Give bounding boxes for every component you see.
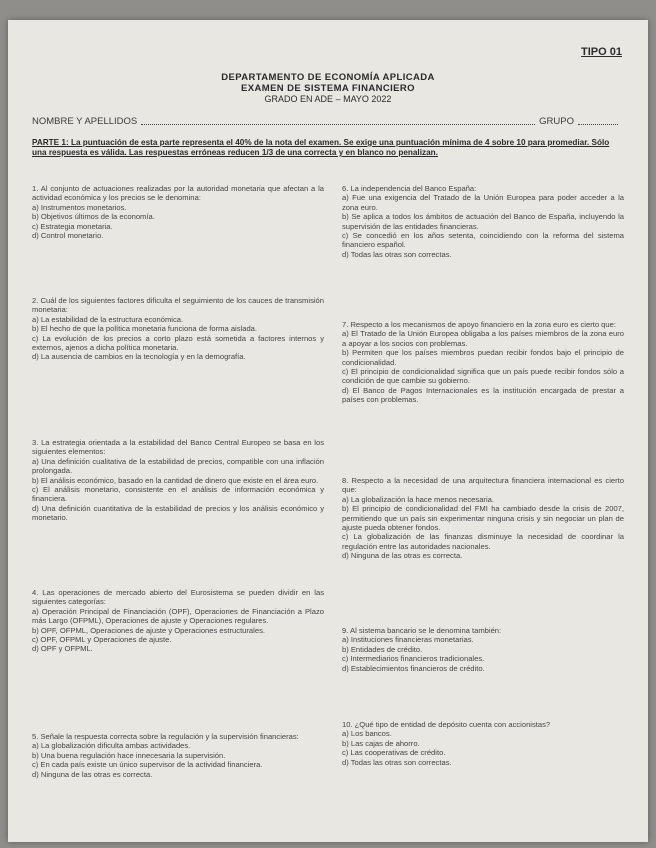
option-b: b) Permiten que los países miembros puedan recibir fondos bajo el principio de condicionalidad. — [342, 348, 624, 367]
group-field[interactable] — [578, 116, 618, 125]
option-c: c) OPF, OFPML y Operaciones de ajuste. — [32, 635, 172, 645]
option-b: b) El análisis económico, basado en la cantidad de dinero que existe en el área euro. — [32, 475, 319, 485]
question-10 — [342, 720, 624, 767]
option-b: b) El hecho de que la política monetaria funciona de forma aislada. — [32, 324, 257, 334]
option-b: b) Las cajas de ahorro. — [342, 738, 420, 748]
question-text: 2. Cuál de los siguientes factores dificulta el seguimiento de los cauces de transmisión monetaria: — [32, 296, 324, 315]
option-b: b) Se aplica a todos los ámbitos de actuación del Banco de España, incluyendo la supervisión de las entidades financieras. — [342, 212, 624, 231]
option-b: b) Una buena regulación hace innecesaria la supervisión. — [32, 750, 226, 760]
option-d: d) Todas las otras son correctas. — [342, 249, 452, 259]
question-text: 10. ¿Qué tipo de entidad de depósito cuenta con accionistas? — [342, 720, 551, 729]
option-d: d) El Banco de Pagos Internacionales es la institución encargada de prestar a países con problemas. — [342, 385, 624, 405]
option-c: c) Se concedió en los años setenta, coincidiendo con la reforma del sistema financiero español. — [342, 231, 624, 250]
question-text: 5. Señale la respuesta correcta sobre la regulación y la supervisión financieras: — [32, 732, 299, 741]
option-a: a) Los bancos. — [342, 729, 392, 739]
option-b: b) Objetivos últimos de la economía. — [32, 212, 155, 222]
department-title: DEPARTAMENTO DE ECONOMÍA APLICADA — [221, 72, 435, 83]
option-d: d) Establecimientos financieros de crédito. — [342, 663, 485, 673]
question-text: 4. Las operaciones de mercado abierto del Eurosistema se pueden dividir en las siguientes categorías: — [32, 588, 324, 607]
option-c: c) La evolución de los precios a corto plazo está sometida a factores internos y externos, ajenos a dicha política monetaria. — [32, 333, 324, 353]
option-c: c) El principio de condicionalidad significa que un país puede recibir fondos sólo a condición de que cambie su gobierno. — [342, 367, 624, 386]
option-c: c) El análisis monetario, consistente en el análisis de información económica y financiera. — [32, 485, 324, 504]
option-b: b) OPF, OFPML, Operaciones de ajuste y Operaciones estructurales. — [32, 625, 265, 635]
question-5 — [32, 732, 324, 779]
question-text: 9. Al sistema bancario se le denomina también: — [342, 626, 502, 635]
question-text: 1. Al conjunto de actuaciones realizadas por la autoridad monetaria que afectan a la actividad económica y los precios se le denomina: — [32, 184, 324, 203]
question-1 — [32, 184, 324, 240]
option-a: a) Una definición cualitativa de la estabilidad de precios, compatible con una inflación prolongada. — [32, 456, 324, 476]
name-group-row — [32, 116, 622, 127]
exam-title: EXAMEN DE SISTEMA FINANCIERO — [241, 83, 415, 94]
option-a: a) La estabilidad de la estructura económica. — [32, 314, 184, 324]
question-text: 6. La independencia del Banco España: — [342, 184, 477, 193]
option-b: b) Entidades de crédito. — [342, 644, 423, 654]
option-c: c) Estrategia monetaria. — [32, 221, 113, 231]
question-2 — [32, 296, 324, 362]
option-d: d) La ausencia de cambios en la tecnología y en la demografía. — [32, 352, 246, 362]
name-label: NOMBRE Y APELLIDOS — [32, 116, 138, 127]
option-a: a) Operación Principal de Financiación (OPF), Operaciones de Financiación a Plazo más Largo (OFPML), Operaciones de ajuste y Operaciones regulares. — [32, 606, 324, 626]
group-label: GRUPO — [539, 116, 574, 127]
option-a: a) El Tratado de la Unión Europea obligaba a los países miembros de la zona euro a apoyar a los socios con problemas. — [342, 329, 624, 348]
option-d: d) Todas las otras son correctas. — [342, 757, 452, 767]
option-a: a) Instrumentos monetarios. — [32, 202, 127, 212]
option-c: c) La globalización de las finanzas disminuye la necesidad de coordinar la regulación entre las autoridades nacionales. — [342, 532, 624, 551]
question-text: 8. Respecto a la necesidad de una arquitectura financiera internacional es cierto que: — [342, 476, 624, 495]
question-3 — [32, 438, 324, 523]
exam-subtitle: GRADO EN ADE – MAYO 2022 — [264, 94, 392, 104]
option-b: b) El principio de condicionalidad del FMI ha cambiado desde la crisis de 2007, permitiendo que un país sin experimentar ninguna crisis y sin negociar un plan de ajuste pueda obtener fondos. — [342, 504, 624, 533]
option-c: c) Las cooperativas de crédito. — [342, 748, 446, 758]
exam-header — [8, 72, 648, 105]
option-a: a) La globalización dificulta ambas actividades. — [32, 741, 191, 751]
option-a: a) Instituciones financieras monetarias. — [342, 635, 474, 645]
exam-type-label: TIPO 01 — [581, 46, 622, 58]
question-6 — [342, 184, 624, 259]
option-d: d) Ninguna de las otras es correcta. — [32, 769, 153, 779]
option-c: c) En cada país existe un único supervisor de la actividad financiera. — [32, 760, 263, 770]
option-c: c) Intermediarios financieros tradicionales. — [342, 654, 485, 664]
question-7 — [342, 320, 624, 405]
exam-sheet — [8, 20, 648, 842]
part-instructions: PARTE 1: La puntuación de esta parte representa el 40% de la nota del examen. Se exige una puntuación mínima de 4 sobre 10 para promediar. Sólo una respuesta es válida. Las respuestas erróneas reducen 1/3 de una correcta y en blanco no penalizan. — [32, 138, 610, 157]
option-d: d) OPF y OFPML. — [32, 644, 93, 654]
question-8 — [342, 476, 624, 561]
question-4 — [32, 588, 324, 654]
name-field[interactable] — [141, 116, 535, 125]
option-a: a) La globalización la hace menos necesaria. — [342, 494, 494, 504]
option-a: a) Fue una exigencia del Tratado de la Unión Europea para poder acceder a la zona euro. — [342, 193, 624, 212]
question-text: 3. La estrategia orientada a la estabilidad del Banco Central Europeo se basa en los siguientes elementos: — [32, 438, 324, 457]
option-d: d) Ninguna de las otras es correcta. — [342, 551, 463, 561]
option-d: d) Control monetario. — [32, 231, 104, 241]
question-text: 7. Respecto a los mecanismos de apoyo financiero en la zona euro es cierto que: — [342, 320, 616, 329]
question-9 — [342, 626, 624, 673]
option-d: d) Una definición cuantitativa de la estabilidad de precios y los análisis económico y monetario. — [32, 503, 324, 523]
